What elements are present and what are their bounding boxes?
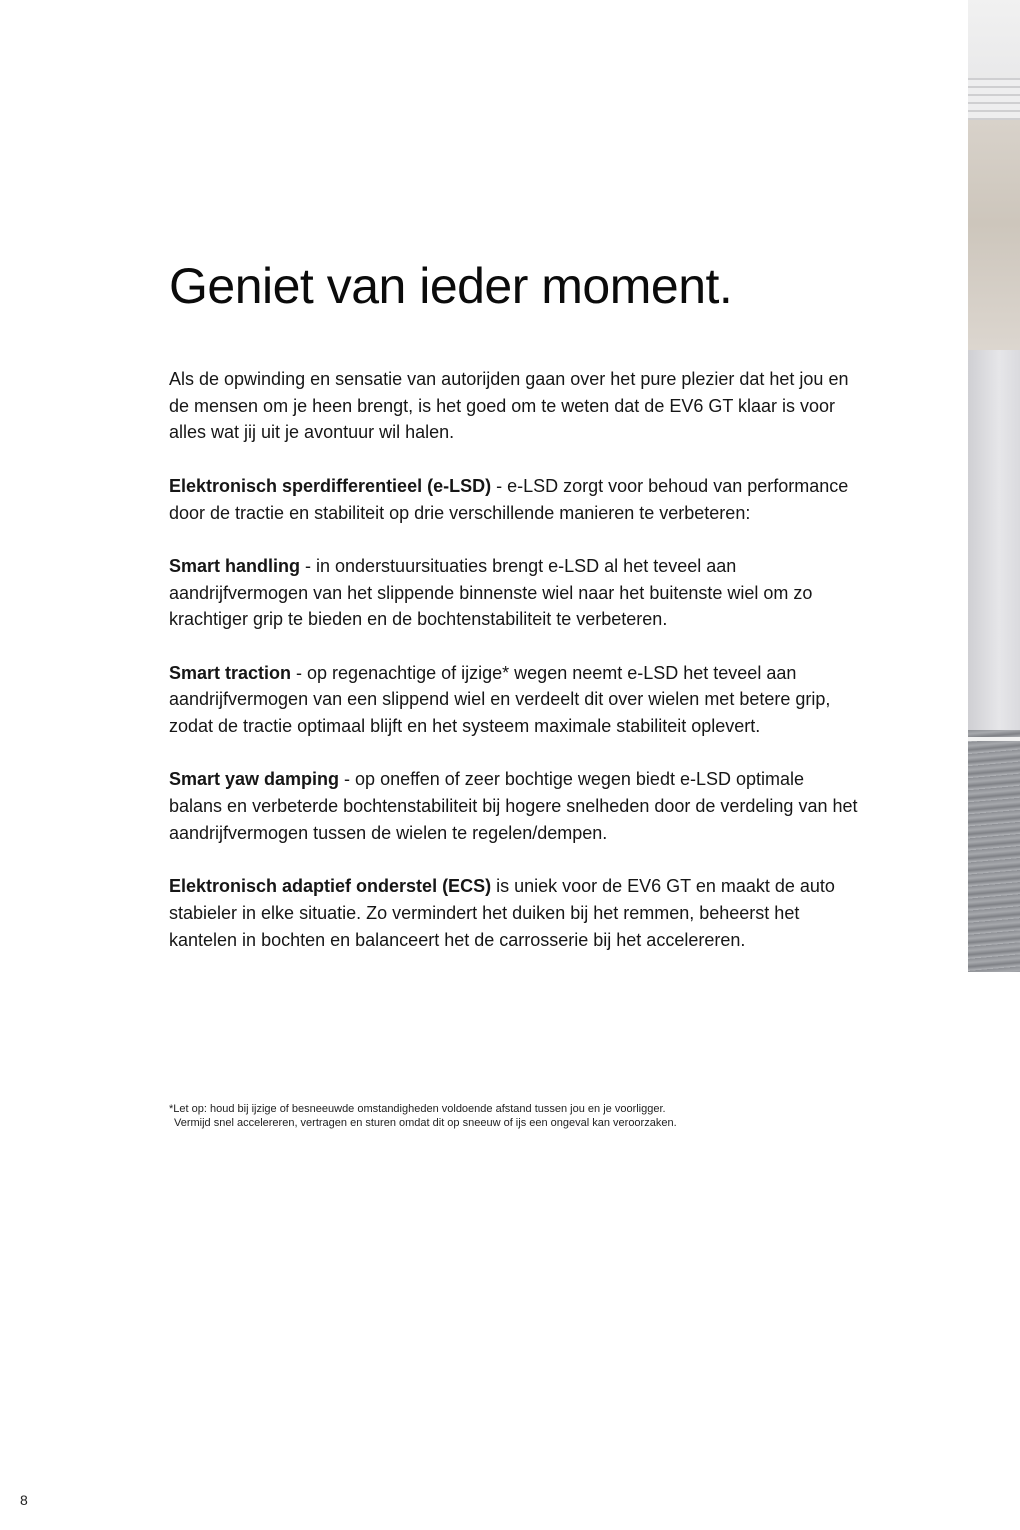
photo-building (968, 120, 1020, 350)
photo-road-line (968, 737, 1020, 741)
photo-wall (968, 350, 1020, 730)
photo-sky (968, 0, 1020, 80)
section-elsd (169, 473, 859, 526)
section-text: - op regenachtige of ijzige* wegen neemt e-LSD het teveel aan aandrijfvermogen van een slippend wiel en verdeelt dit over wielen met betere grip, zodat de tractie optimaal blijft en het systeem maximale stabiliteit oplevert. (169, 662, 831, 737)
intro-paragraph: Als de opwinding en sensatie van autorijden gaan over het pure plezier dat het jou en de mensen om je heen brengt, is het goed om te weten dat de EV6 GT klaar is voor alles wat jij uit je avontuur wil halen. (169, 369, 849, 443)
section-term: Elektronisch sperdifferentieel (e-LSD) (169, 475, 492, 496)
footnote-line-2: Vermijd snel accelereren, vertragen en sturen omdat dit op sneeuw of ijs een ongeval kan veroorzaken. (174, 1117, 677, 1129)
page-number: 8 (20, 1492, 28, 1508)
main-content (169, 248, 859, 953)
section-text: - in onderstuursituaties brengt e-LSD al het teveel aan aandrijfvermogen van het slippende binnenste wiel naar het buitenste wiel om zo krachtiger grip te bieden en de bochtenstabiliteit te verbeteren. (169, 555, 813, 630)
section-smart-handling (169, 553, 859, 633)
section-text: - op oneffen of zeer bochtige wegen biedt e-LSD optimale balans en verbeterde bochtenstabiliteit bij hogere snelheden door de verdeling van het aandrijfvermogen tussen de wielen te regelen/dempen. (169, 769, 858, 843)
photo-road (968, 730, 1020, 972)
section-smart-yaw-damping (169, 766, 859, 846)
footnote-line-1: *Let op: houd bij ijzige of besneeuwde omstandigheden voldoende afstand tussen jou en je voorligger. (169, 1103, 666, 1115)
section-term: Elektronisch adaptief onderstel (ECS) (169, 876, 492, 897)
section-ecs (169, 873, 859, 953)
car-photo-edge (968, 0, 1020, 972)
section-term: Smart traction (169, 662, 292, 683)
section-text: is uniek voor de EV6 GT en maakt de auto stabieler in elke situatie. Zo vermindert het duiken bij het remmen, beheerst het kantelen in bochten en balanceert het de carrosserie bij het accelereren. (169, 876, 835, 950)
section-text: - e-LSD zorgt voor behoud van performance door de tractie en stabiliteit op drie verschillende manieren te verbeteren: (169, 475, 849, 523)
photo-railing (968, 78, 1020, 120)
page-title: Geniet van ieder moment. (169, 258, 733, 314)
section-term: Smart handling (169, 555, 301, 576)
footnote (169, 1102, 869, 1130)
section-smart-traction (169, 660, 859, 740)
section-term: Smart yaw damping (169, 769, 340, 790)
